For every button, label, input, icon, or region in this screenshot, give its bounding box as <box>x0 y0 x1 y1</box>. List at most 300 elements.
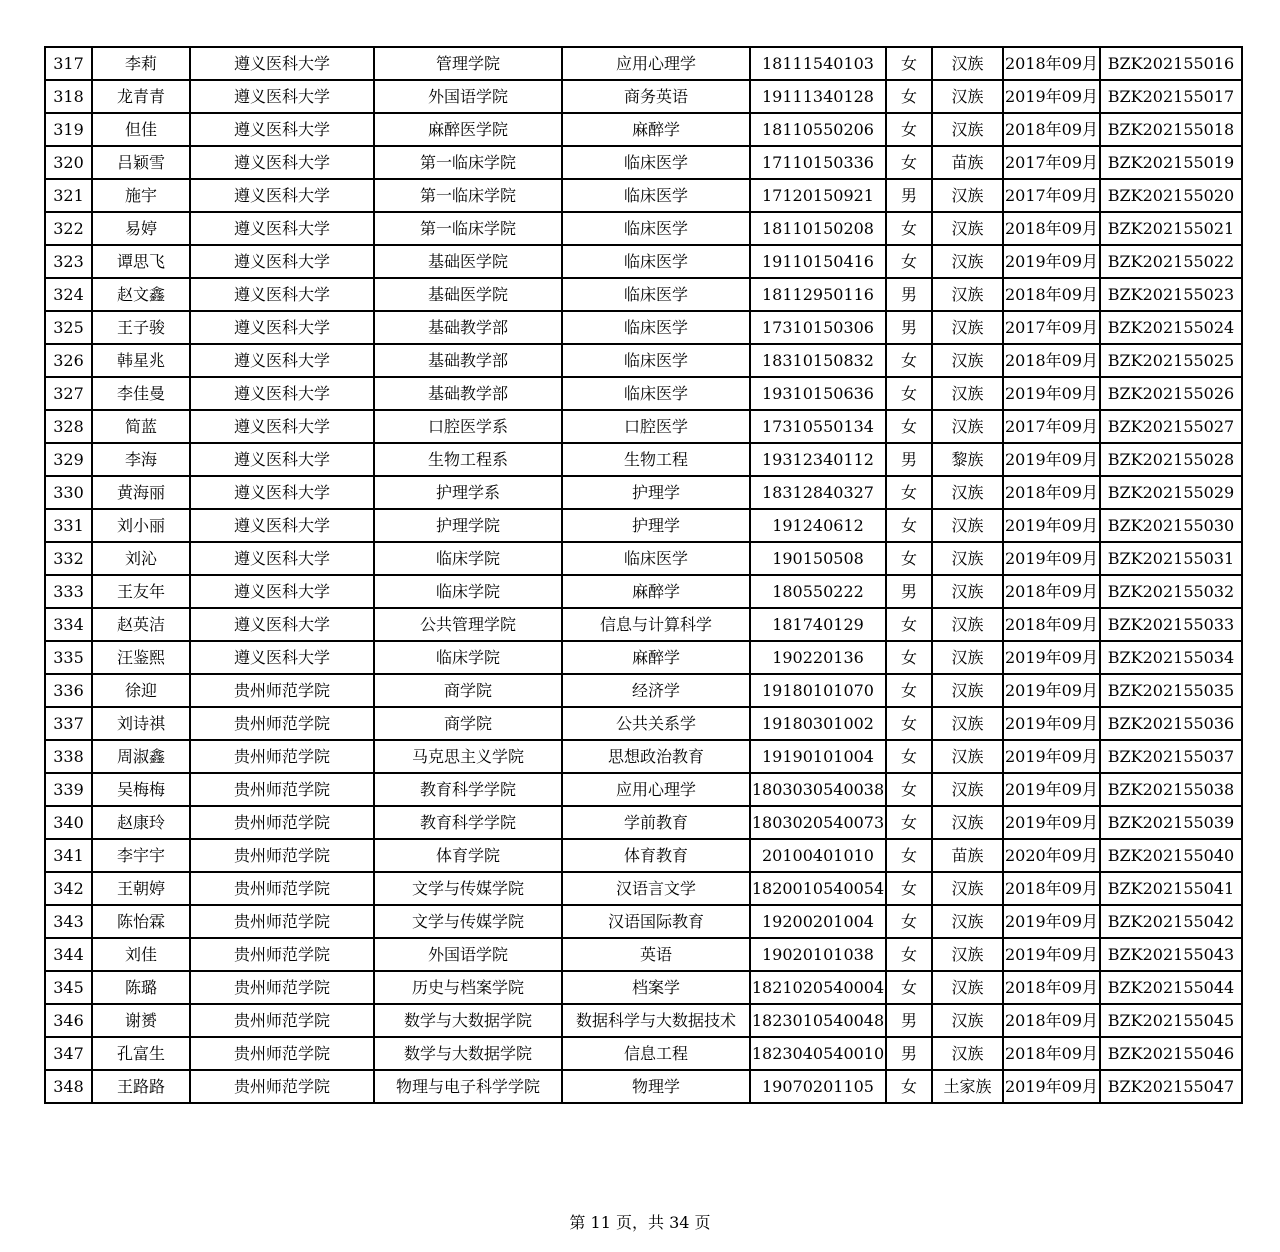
cell-ethnicity: 汉族 <box>932 179 1003 212</box>
cell-student-id: 1803030540038 <box>750 773 886 806</box>
cell-index: 325 <box>45 311 92 344</box>
cell-name: 赵康玲 <box>92 806 190 839</box>
cell-certificate-id: BZK202155032 <box>1100 575 1242 608</box>
cell-ethnicity: 土家族 <box>932 1070 1003 1103</box>
cell-enrollment: 2019年09月 <box>1003 773 1100 806</box>
cell-student-id: 181740129 <box>750 608 886 641</box>
cell-ethnicity: 汉族 <box>932 641 1003 674</box>
cell-index: 347 <box>45 1037 92 1070</box>
cell-university: 贵州师范学院 <box>190 773 374 806</box>
cell-enrollment: 2018年09月 <box>1003 575 1100 608</box>
cell-ethnicity: 汉族 <box>932 1037 1003 1070</box>
cell-major: 公共关系学 <box>562 707 750 740</box>
cell-school: 历史与档案学院 <box>374 971 562 1004</box>
cell-university: 遵义医科大学 <box>190 113 374 146</box>
cell-name: 吴梅梅 <box>92 773 190 806</box>
cell-certificate-id: BZK202155045 <box>1100 1004 1242 1037</box>
cell-university: 贵州师范学院 <box>190 938 374 971</box>
cell-school: 基础教学部 <box>374 311 562 344</box>
cell-school: 临床学院 <box>374 575 562 608</box>
cell-index: 321 <box>45 179 92 212</box>
cell-school: 商学院 <box>374 674 562 707</box>
cell-index: 318 <box>45 80 92 113</box>
cell-student-id: 19200201004 <box>750 905 886 938</box>
cell-certificate-id: BZK202155047 <box>1100 1070 1242 1103</box>
cell-gender: 女 <box>886 641 932 674</box>
cell-index: 319 <box>45 113 92 146</box>
cell-certificate-id: BZK202155046 <box>1100 1037 1242 1070</box>
cell-gender: 女 <box>886 806 932 839</box>
cell-ethnicity: 汉族 <box>932 410 1003 443</box>
cell-school: 口腔医学系 <box>374 410 562 443</box>
cell-university: 贵州师范学院 <box>190 839 374 872</box>
cell-ethnicity: 汉族 <box>932 212 1003 245</box>
cell-certificate-id: BZK202155038 <box>1100 773 1242 806</box>
cell-name: 刘沁 <box>92 542 190 575</box>
cell-certificate-id: BZK202155034 <box>1100 641 1242 674</box>
cell-certificate-id: BZK202155022 <box>1100 245 1242 278</box>
cell-name: 王路路 <box>92 1070 190 1103</box>
cell-index: 332 <box>45 542 92 575</box>
cell-gender: 男 <box>886 575 932 608</box>
cell-index: 344 <box>45 938 92 971</box>
cell-major: 临床医学 <box>562 245 750 278</box>
cell-student-id: 190150508 <box>750 542 886 575</box>
cell-university: 遵义医科大学 <box>190 575 374 608</box>
cell-certificate-id: BZK202155039 <box>1100 806 1242 839</box>
cell-certificate-id: BZK202155019 <box>1100 146 1242 179</box>
cell-major: 应用心理学 <box>562 47 750 80</box>
cell-school: 外国语学院 <box>374 80 562 113</box>
cell-major: 物理学 <box>562 1070 750 1103</box>
footer-total-pages: 34 <box>669 1213 690 1232</box>
cell-school: 基础教学部 <box>374 377 562 410</box>
cell-student-id: 19111340128 <box>750 80 886 113</box>
cell-ethnicity: 汉族 <box>932 311 1003 344</box>
cell-school: 教育科学学院 <box>374 773 562 806</box>
cell-school: 第一临床学院 <box>374 179 562 212</box>
table-row <box>45 641 1242 674</box>
cell-school: 数学与大数据学院 <box>374 1037 562 1070</box>
cell-ethnicity: 汉族 <box>932 80 1003 113</box>
cell-student-id: 180550222 <box>750 575 886 608</box>
cell-school: 基础医学院 <box>374 278 562 311</box>
cell-index: 323 <box>45 245 92 278</box>
cell-certificate-id: BZK202155024 <box>1100 311 1242 344</box>
cell-certificate-id: BZK202155021 <box>1100 212 1242 245</box>
cell-enrollment: 2019年09月 <box>1003 707 1100 740</box>
cell-enrollment: 2019年09月 <box>1003 80 1100 113</box>
cell-major: 临床医学 <box>562 542 750 575</box>
cell-gender: 男 <box>886 1037 932 1070</box>
table-row <box>45 575 1242 608</box>
cell-gender: 男 <box>886 311 932 344</box>
cell-certificate-id: BZK202155025 <box>1100 344 1242 377</box>
cell-gender: 男 <box>886 278 932 311</box>
cell-name: 陈璐 <box>92 971 190 1004</box>
cell-university: 遵义医科大学 <box>190 641 374 674</box>
cell-student-id: 19190101004 <box>750 740 886 773</box>
cell-student-id: 18110550206 <box>750 113 886 146</box>
cell-university: 贵州师范学院 <box>190 674 374 707</box>
table-row <box>45 311 1242 344</box>
cell-university: 遵义医科大学 <box>190 410 374 443</box>
table-row <box>45 872 1242 905</box>
table-row <box>45 245 1242 278</box>
cell-university: 贵州师范学院 <box>190 905 374 938</box>
cell-major: 麻醉学 <box>562 575 750 608</box>
cell-major: 思想政治教育 <box>562 740 750 773</box>
cell-index: 322 <box>45 212 92 245</box>
cell-index: 317 <box>45 47 92 80</box>
cell-enrollment: 2019年09月 <box>1003 740 1100 773</box>
cell-name: 李宇宇 <box>92 839 190 872</box>
cell-student-id: 18112950116 <box>750 278 886 311</box>
cell-enrollment: 2019年09月 <box>1003 674 1100 707</box>
cell-university: 遵义医科大学 <box>190 476 374 509</box>
cell-school: 第一临床学院 <box>374 146 562 179</box>
cell-name: 刘小丽 <box>92 509 190 542</box>
footer-page-number: 11 <box>590 1213 611 1232</box>
cell-ethnicity: 汉族 <box>932 1004 1003 1037</box>
cell-name: 黄海丽 <box>92 476 190 509</box>
cell-enrollment: 2018年09月 <box>1003 608 1100 641</box>
cell-major: 学前教育 <box>562 806 750 839</box>
cell-school: 基础教学部 <box>374 344 562 377</box>
cell-student-id: 17110150336 <box>750 146 886 179</box>
cell-index: 333 <box>45 575 92 608</box>
cell-school: 文学与传媒学院 <box>374 905 562 938</box>
cell-university: 遵义医科大学 <box>190 509 374 542</box>
cell-major: 临床医学 <box>562 377 750 410</box>
cell-major: 应用心理学 <box>562 773 750 806</box>
cell-ethnicity: 汉族 <box>932 509 1003 542</box>
cell-enrollment: 2018年09月 <box>1003 476 1100 509</box>
cell-index: 348 <box>45 1070 92 1103</box>
cell-name: 施宇 <box>92 179 190 212</box>
cell-index: 330 <box>45 476 92 509</box>
cell-major: 经济学 <box>562 674 750 707</box>
cell-index: 326 <box>45 344 92 377</box>
cell-university: 遵义医科大学 <box>190 179 374 212</box>
cell-major: 商务英语 <box>562 80 750 113</box>
cell-name: 赵英洁 <box>92 608 190 641</box>
cell-index: 320 <box>45 146 92 179</box>
cell-gender: 女 <box>886 80 932 113</box>
cell-major: 护理学 <box>562 476 750 509</box>
table-row <box>45 509 1242 542</box>
cell-school: 教育科学学院 <box>374 806 562 839</box>
cell-gender: 女 <box>886 971 932 1004</box>
cell-enrollment: 2018年09月 <box>1003 1004 1100 1037</box>
cell-ethnicity: 汉族 <box>932 674 1003 707</box>
cell-index: 337 <box>45 707 92 740</box>
cell-enrollment: 2018年09月 <box>1003 278 1100 311</box>
cell-name: 但佳 <box>92 113 190 146</box>
cell-student-id: 191240612 <box>750 509 886 542</box>
table-row <box>45 179 1242 212</box>
cell-index: 345 <box>45 971 92 1004</box>
cell-university: 遵义医科大学 <box>190 542 374 575</box>
cell-major: 临床医学 <box>562 311 750 344</box>
cell-enrollment: 2019年09月 <box>1003 641 1100 674</box>
table-row <box>45 476 1242 509</box>
cell-enrollment: 2019年09月 <box>1003 905 1100 938</box>
cell-student-id: 17310550134 <box>750 410 886 443</box>
cell-major: 麻醉学 <box>562 113 750 146</box>
cell-student-id: 18111540103 <box>750 47 886 80</box>
cell-gender: 女 <box>886 245 932 278</box>
cell-gender: 女 <box>886 608 932 641</box>
cell-major: 生物工程 <box>562 443 750 476</box>
table-row <box>45 80 1242 113</box>
cell-index: 341 <box>45 839 92 872</box>
table-row <box>45 113 1242 146</box>
cell-index: 329 <box>45 443 92 476</box>
cell-university: 遵义医科大学 <box>190 311 374 344</box>
cell-certificate-id: BZK202155026 <box>1100 377 1242 410</box>
table-row <box>45 740 1242 773</box>
cell-school: 公共管理学院 <box>374 608 562 641</box>
table-row <box>45 938 1242 971</box>
table-row <box>45 47 1242 80</box>
cell-student-id: 19180301002 <box>750 707 886 740</box>
cell-student-id: 1823010540048 <box>750 1004 886 1037</box>
cell-university: 遵义医科大学 <box>190 344 374 377</box>
cell-university: 遵义医科大学 <box>190 47 374 80</box>
cell-major: 档案学 <box>562 971 750 1004</box>
footer-suffix: 页 <box>694 1213 711 1232</box>
cell-enrollment: 2017年09月 <box>1003 179 1100 212</box>
cell-major: 汉语国际教育 <box>562 905 750 938</box>
cell-university: 贵州师范学院 <box>190 806 374 839</box>
cell-student-id: 20100401010 <box>750 839 886 872</box>
cell-university: 贵州师范学院 <box>190 1037 374 1070</box>
cell-school: 临床学院 <box>374 641 562 674</box>
cell-enrollment: 2019年09月 <box>1003 938 1100 971</box>
footer-middle: 页，共 <box>615 1213 664 1232</box>
cell-gender: 女 <box>886 773 932 806</box>
cell-university: 贵州师范学院 <box>190 740 374 773</box>
cell-school: 麻醉医学院 <box>374 113 562 146</box>
cell-gender: 女 <box>886 476 932 509</box>
table-row <box>45 707 1242 740</box>
cell-name: 汪鉴熙 <box>92 641 190 674</box>
cell-major: 临床医学 <box>562 179 750 212</box>
cell-certificate-id: BZK202155030 <box>1100 509 1242 542</box>
cell-major: 体育教育 <box>562 839 750 872</box>
cell-certificate-id: BZK202155043 <box>1100 938 1242 971</box>
cell-university: 遵义医科大学 <box>190 80 374 113</box>
footer-prefix: 第 <box>569 1213 586 1232</box>
cell-certificate-id: BZK202155028 <box>1100 443 1242 476</box>
table-row <box>45 839 1242 872</box>
cell-gender: 女 <box>886 410 932 443</box>
cell-gender: 女 <box>886 905 932 938</box>
cell-ethnicity: 汉族 <box>932 476 1003 509</box>
cell-major: 汉语言文学 <box>562 872 750 905</box>
cell-ethnicity: 汉族 <box>932 938 1003 971</box>
cell-enrollment: 2018年09月 <box>1003 344 1100 377</box>
cell-university: 贵州师范学院 <box>190 1070 374 1103</box>
cell-name: 易婷 <box>92 212 190 245</box>
cell-gender: 女 <box>886 344 932 377</box>
cell-index: 328 <box>45 410 92 443</box>
cell-major: 临床医学 <box>562 278 750 311</box>
cell-student-id: 17310150306 <box>750 311 886 344</box>
cell-student-id: 19110150416 <box>750 245 886 278</box>
table-row <box>45 377 1242 410</box>
cell-ethnicity: 汉族 <box>932 971 1003 1004</box>
cell-school: 物理与电子科学学院 <box>374 1070 562 1103</box>
cell-gender: 女 <box>886 377 932 410</box>
cell-certificate-id: BZK202155044 <box>1100 971 1242 1004</box>
cell-certificate-id: BZK202155041 <box>1100 872 1242 905</box>
cell-major: 临床医学 <box>562 146 750 179</box>
cell-name: 李莉 <box>92 47 190 80</box>
cell-student-id: 19310150636 <box>750 377 886 410</box>
cell-student-id: 18310150832 <box>750 344 886 377</box>
cell-ethnicity: 汉族 <box>932 278 1003 311</box>
cell-student-id: 1820010540054 <box>750 872 886 905</box>
cell-school: 生物工程系 <box>374 443 562 476</box>
table-row <box>45 608 1242 641</box>
cell-ethnicity: 汉族 <box>932 806 1003 839</box>
cell-major: 口腔医学 <box>562 410 750 443</box>
cell-name: 谭思飞 <box>92 245 190 278</box>
cell-certificate-id: BZK202155018 <box>1100 113 1242 146</box>
cell-student-id: 1821020540004 <box>750 971 886 1004</box>
cell-gender: 女 <box>886 212 932 245</box>
cell-index: 336 <box>45 674 92 707</box>
cell-school: 文学与传媒学院 <box>374 872 562 905</box>
table-row <box>45 1037 1242 1070</box>
cell-index: 342 <box>45 872 92 905</box>
table-row <box>45 443 1242 476</box>
cell-gender: 男 <box>886 179 932 212</box>
cell-school: 数学与大数据学院 <box>374 1004 562 1037</box>
cell-major: 数据科学与大数据技术 <box>562 1004 750 1037</box>
cell-university: 遵义医科大学 <box>190 608 374 641</box>
cell-enrollment: 2019年09月 <box>1003 542 1100 575</box>
cell-school: 体育学院 <box>374 839 562 872</box>
cell-name: 龙青青 <box>92 80 190 113</box>
cell-certificate-id: BZK202155027 <box>1100 410 1242 443</box>
table-row <box>45 542 1242 575</box>
cell-university: 遵义医科大学 <box>190 278 374 311</box>
cell-certificate-id: BZK202155037 <box>1100 740 1242 773</box>
cell-gender: 女 <box>886 707 932 740</box>
cell-major: 信息与计算科学 <box>562 608 750 641</box>
cell-gender: 女 <box>886 740 932 773</box>
cell-major: 信息工程 <box>562 1037 750 1070</box>
cell-index: 335 <box>45 641 92 674</box>
cell-name: 徐迎 <box>92 674 190 707</box>
cell-enrollment: 2018年09月 <box>1003 113 1100 146</box>
cell-ethnicity: 汉族 <box>932 542 1003 575</box>
cell-name: 谢赟 <box>92 1004 190 1037</box>
cell-enrollment: 2018年09月 <box>1003 872 1100 905</box>
cell-ethnicity: 汉族 <box>932 740 1003 773</box>
cell-certificate-id: BZK202155042 <box>1100 905 1242 938</box>
cell-certificate-id: BZK202155016 <box>1100 47 1242 80</box>
cell-ethnicity: 汉族 <box>932 608 1003 641</box>
cell-enrollment: 2019年09月 <box>1003 806 1100 839</box>
cell-enrollment: 2019年09月 <box>1003 377 1100 410</box>
table-row <box>45 1070 1242 1103</box>
cell-enrollment: 2018年09月 <box>1003 971 1100 1004</box>
cell-enrollment: 2018年09月 <box>1003 47 1100 80</box>
table-row <box>45 905 1242 938</box>
roster-table <box>44 46 1243 1104</box>
cell-ethnicity: 汉族 <box>932 113 1003 146</box>
cell-major: 临床医学 <box>562 212 750 245</box>
cell-name: 吕颖雪 <box>92 146 190 179</box>
cell-student-id: 1823040540010 <box>750 1037 886 1070</box>
table-row <box>45 344 1242 377</box>
cell-ethnicity: 汉族 <box>932 773 1003 806</box>
table-row <box>45 971 1242 1004</box>
cell-name: 王朝婷 <box>92 872 190 905</box>
page-footer <box>0 1210 1280 1233</box>
cell-enrollment: 2019年09月 <box>1003 1070 1100 1103</box>
cell-enrollment: 2018年09月 <box>1003 1037 1100 1070</box>
cell-student-id: 19180101070 <box>750 674 886 707</box>
cell-certificate-id: BZK202155035 <box>1100 674 1242 707</box>
cell-university: 遵义医科大学 <box>190 377 374 410</box>
cell-ethnicity: 汉族 <box>932 245 1003 278</box>
cell-school: 护理学系 <box>374 476 562 509</box>
cell-enrollment: 2019年09月 <box>1003 245 1100 278</box>
table-row <box>45 212 1242 245</box>
cell-university: 贵州师范学院 <box>190 971 374 1004</box>
cell-school: 管理学院 <box>374 47 562 80</box>
cell-certificate-id: BZK202155040 <box>1100 839 1242 872</box>
table-row <box>45 1004 1242 1037</box>
cell-major: 英语 <box>562 938 750 971</box>
cell-gender: 女 <box>886 872 932 905</box>
cell-ethnicity: 汉族 <box>932 905 1003 938</box>
cell-name: 韩星兆 <box>92 344 190 377</box>
cell-certificate-id: BZK202155036 <box>1100 707 1242 740</box>
cell-name: 王子骏 <box>92 311 190 344</box>
cell-school: 基础医学院 <box>374 245 562 278</box>
cell-school: 马克思主义学院 <box>374 740 562 773</box>
cell-index: 340 <box>45 806 92 839</box>
cell-gender: 女 <box>886 1070 932 1103</box>
cell-ethnicity: 汉族 <box>932 707 1003 740</box>
cell-school: 商学院 <box>374 707 562 740</box>
cell-school: 外国语学院 <box>374 938 562 971</box>
cell-name: 陈怡霖 <box>92 905 190 938</box>
cell-enrollment: 2019年09月 <box>1003 443 1100 476</box>
cell-name: 简蓝 <box>92 410 190 443</box>
cell-major: 麻醉学 <box>562 641 750 674</box>
roster-body <box>45 47 1242 1103</box>
cell-index: 343 <box>45 905 92 938</box>
cell-enrollment: 2017年09月 <box>1003 410 1100 443</box>
cell-gender: 女 <box>886 839 932 872</box>
cell-index: 346 <box>45 1004 92 1037</box>
cell-gender: 女 <box>886 509 932 542</box>
cell-name: 周淑鑫 <box>92 740 190 773</box>
cell-gender: 女 <box>886 113 932 146</box>
cell-student-id: 190220136 <box>750 641 886 674</box>
table-row <box>45 674 1242 707</box>
cell-student-id: 18110150208 <box>750 212 886 245</box>
cell-ethnicity: 汉族 <box>932 872 1003 905</box>
cell-gender: 男 <box>886 1004 932 1037</box>
